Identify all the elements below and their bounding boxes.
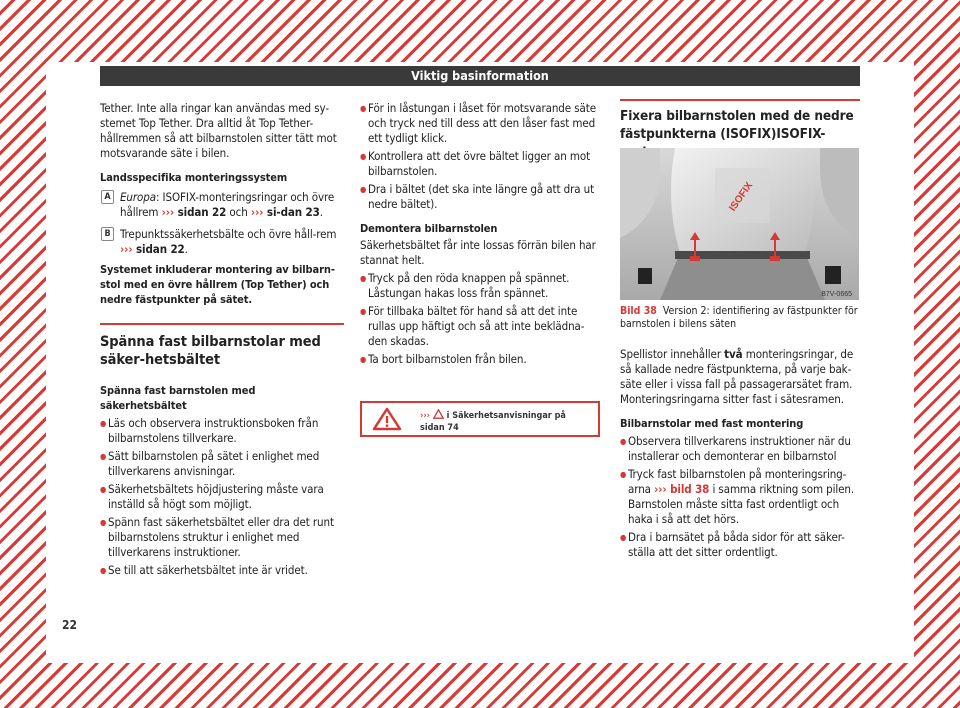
bullet-item: ● Tryck fast bilbarnstolen på monteringsring-arna ››› bild 38 i samma riktning som pilen. Barnstolen måste sitta fast ordentligt och haka i så att det hörs. bbox=[620, 467, 860, 527]
caption-label: Bild 38 bbox=[620, 305, 657, 317]
link-bild-38[interactable]: bild 38 bbox=[666, 482, 710, 496]
section-heading-isofix: Fixera bilbarnstolen med de nedre fästpunkterna (ISOFIX)ISOFIX- bbox=[620, 108, 854, 142]
remove-text: Säkerhetsbältet får inte lossas förrän bilen har stannat helt. bbox=[360, 238, 596, 267]
bullet-item: ● Ta bort bilbarnstolen från bilen. bbox=[360, 352, 600, 367]
definition-a: A Europa: ISOFIX-monteringsringar och övre hållrem ››› sidan 22 och ››› si-dan 23. bbox=[100, 190, 344, 220]
bullet-item: ● Säkerhetsbältets höjdjustering måste vara inställd så högt som möjligt. bbox=[100, 482, 344, 512]
bullet-item: ● Sätt bilbarnstolen på sätet i enlighet med tillverkarens anvisningar. bbox=[100, 449, 344, 479]
bullet-item: ● Observera tillverkarens instruktioner när du installerar och demonterar en bilbarnstol bbox=[620, 434, 860, 464]
warning-box[interactable] bbox=[360, 401, 600, 437]
bullet-item: ● Dra i bältet (det ska inte längre gå att dra ut nedre bältet). bbox=[360, 182, 600, 212]
page-header: Viktig basinformation bbox=[100, 66, 860, 86]
bullet-item: ● Se till att säkerhetsbältet inte är vridet. bbox=[100, 563, 344, 578]
isofix-paragraph: Spellistor innehåller två monteringsringar, de så kallade nedre fästpunkterna, på varje bak-säte eller i vissa fall på passagerarsätet fram. Monteringsringarna sitter fast i sätesramen. bbox=[620, 347, 854, 406]
bullet-item: ● Dra i barnsätet på båda sidor för att säker-ställa att det sitter ordentligt. bbox=[620, 530, 860, 560]
page-number: 22 bbox=[62, 618, 78, 632]
column-left bbox=[100, 101, 344, 578]
warning-text: ››› i Säkerhetsanvisningar på sidan 74 bbox=[420, 411, 566, 433]
bullet-item: ● Läs och observera instruktionsboken från bilbarnstolens tillverkare. bbox=[100, 416, 344, 446]
column-right-body bbox=[620, 347, 860, 560]
isofix-seat-figure bbox=[620, 148, 859, 300]
badge-b: B bbox=[101, 227, 114, 241]
link-sidan-22-b[interactable]: sidan 22 bbox=[132, 242, 185, 256]
bullet-item: ● Tryck på den röda knappen på spännet. Låstungan hakas loss från spännet. bbox=[360, 271, 600, 301]
warning-small-icon bbox=[433, 409, 444, 419]
section-rule bbox=[100, 323, 344, 325]
figure-code: B7V-0665 bbox=[821, 291, 852, 298]
bullet-item: ● Kontrollera att det övre bältet ligger an mot bilbarnstolen. bbox=[360, 149, 600, 179]
seat-illustration bbox=[620, 148, 859, 300]
warning-triangle-icon bbox=[372, 407, 402, 431]
mount-heading: Bilbarnstolar med fast montering bbox=[620, 417, 804, 430]
remove-heading: Demontera bilbarnstolen bbox=[360, 222, 498, 235]
intro-text: Tether. Inte alla ringar kan användas med sy-stemet Top Tether. Dra alltid åt Top Tether-hållremmen så att bilbarnstolen sitter tätt mot motsvarande säte i bilen. bbox=[100, 101, 337, 160]
definition-b: B Trepunktssäkerhetsbälte och övre håll-rem ››› sidan 22. bbox=[100, 227, 344, 257]
sub-heading-belt: Spänna fast barnstolen med säkerhetsbältet bbox=[100, 384, 256, 412]
bullet-item: ● För tillbaka bältet för hand så att det inte rullas upp häftigt och så att inte beklädna-den skadas. bbox=[360, 304, 600, 349]
badge-a: A bbox=[101, 190, 114, 204]
bullet-item: ● Spänn fast säkerhetsbältet eller dra det runt bilbarnstolens struktur i enlighet med tillverkarens instruktioner. bbox=[100, 515, 344, 560]
caption-text: Version 2: identifiering av fästpunkter för barnstolen i bilens säten bbox=[620, 305, 858, 330]
column-middle bbox=[360, 101, 600, 367]
bullet-item: ● För in låstungan i låset för motsvarande säte och tryck ned till dess att den låser fast med ett tydligt klick. bbox=[360, 101, 600, 146]
section-heading-belt: Spänna fast bilbarnstolar med säker-hetsbältet bbox=[100, 334, 321, 368]
link-sidan-23[interactable]: si-dan 23 bbox=[263, 205, 320, 219]
section-rule-right bbox=[620, 99, 860, 101]
system-text: Systemet inkluderar montering av bilbarn-stol med en övre hållrem (Top Tether) och nedre fästpunkter på sätet. bbox=[100, 263, 335, 306]
link-sidan-22[interactable]: sidan 22 bbox=[174, 205, 227, 219]
figure-caption bbox=[620, 305, 860, 331]
isofix-label: ISOFIX bbox=[727, 180, 756, 214]
country-heading: Landsspecifika monteringssystem bbox=[100, 171, 288, 184]
